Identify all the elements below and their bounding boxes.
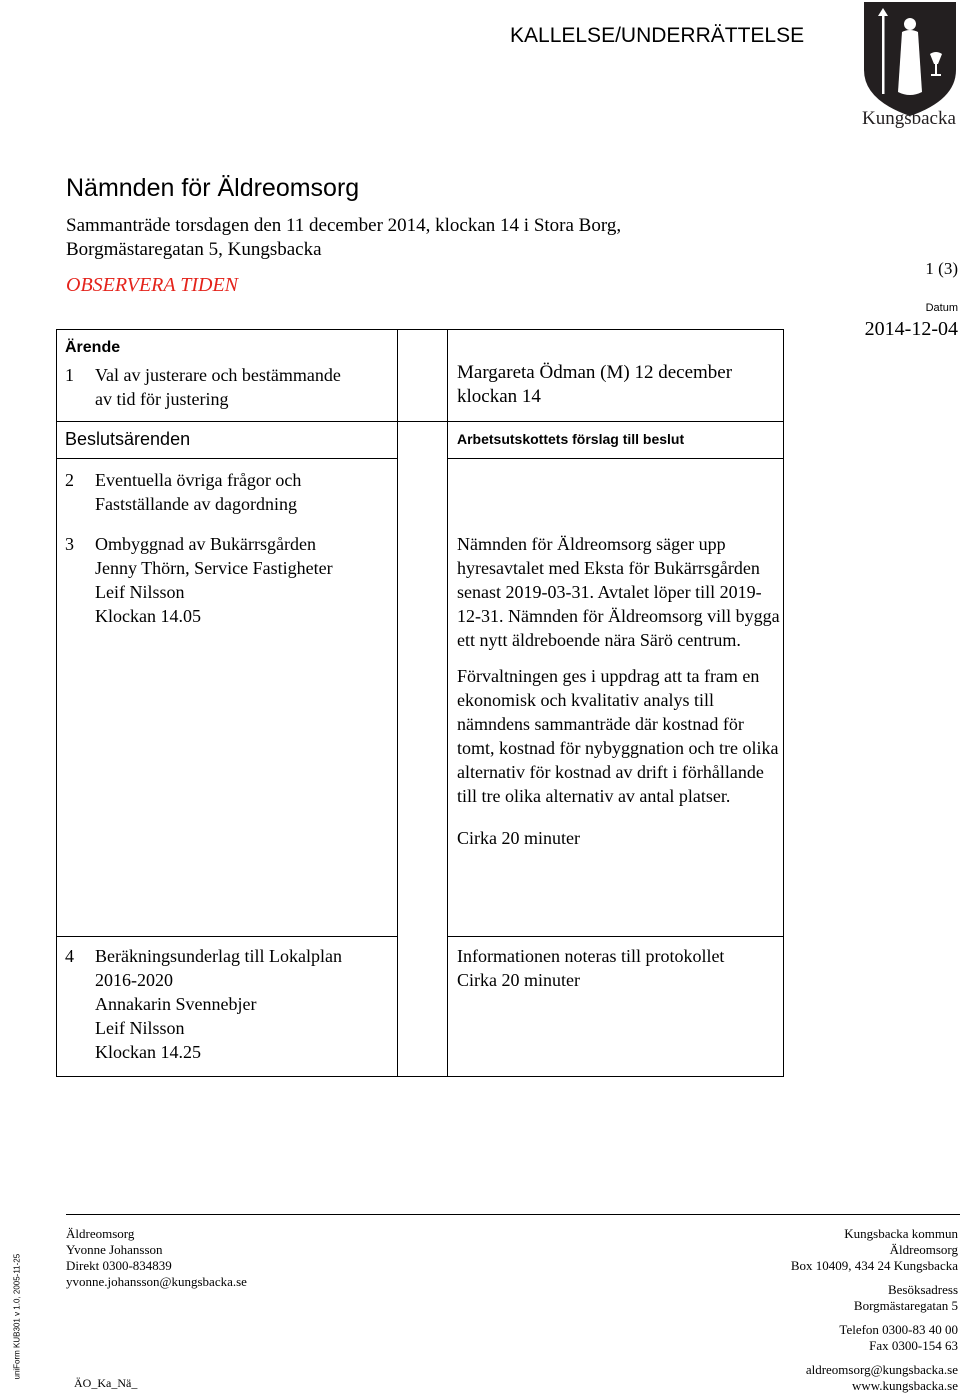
date-label: Datum (925, 302, 958, 314)
sender-name: Yvonne Johansson (66, 1242, 163, 1257)
agenda-item (65, 944, 385, 1064)
item-response (457, 361, 777, 409)
item-title-line: Leif Nilsson (95, 582, 185, 602)
response-paragraph: Förvaltningen ges i uppdrag att ta fram en ekonomisk och kvalitativ analys till nämndens sammanträde där kostnad för tomt, kostnad för nybyggnation och tre olika alternativ för kostnad av drift i förhållande till tre olika alternativ av antal platser. (457, 666, 779, 806)
item-response (457, 944, 782, 992)
agenda-column-header: Ärende (65, 339, 121, 356)
meeting-info-line: Borgmästaregatan 5, Kungsbacka (66, 239, 322, 260)
item-title-line: Jenny Thörn, Service Fastigheter (95, 558, 333, 578)
item-title-line: Klockan 14.05 (95, 606, 201, 626)
row-divider (57, 936, 397, 937)
sender-phone: Direkt 0300-834839 (66, 1258, 172, 1273)
response-paragraph: Nämnden för Äldreomsorg säger upp hyresavtalet med Eksta för Bukärrsgården senast 2019-03-31. Avtalet löper till 2019-12-31. Nämnden för Äldreomsorg vill bygga ett nytt äldreboende nära Särö centrum. (457, 534, 780, 650)
org-fax: Fax 0300-154 63 (869, 1338, 958, 1353)
item-title-line: Ombyggnad av Bukärrsgården (95, 534, 316, 554)
date-value: 2014-12-04 (864, 318, 958, 340)
committee-title: Nämnden för Äldreomsorg (66, 174, 360, 202)
sender-email: yvonne.johansson@kungsbacka.se (66, 1274, 247, 1289)
footer-divider (66, 1214, 960, 1215)
response-line: Margareta Ödman (M) 12 december (457, 362, 733, 383)
item-number: 2 (65, 470, 74, 490)
org-department: Äldreomsorg (889, 1242, 958, 1257)
response-line: Informationen noteras till protokollet (457, 946, 725, 966)
response-line: klockan 14 (457, 386, 541, 407)
meeting-info (66, 214, 726, 262)
logo-wordmark: Kungsbacka (862, 108, 956, 129)
reference-code: ÄO_Ka_Nä_ (74, 1376, 138, 1390)
item-number: 3 (65, 534, 74, 554)
org-postal-address: Box 10409, 434 24 Kungsbacka (790, 1258, 958, 1273)
item-title-line: Leif Nilsson (95, 1018, 185, 1038)
row-divider (57, 458, 397, 459)
org-email: aldreomsorg@kungsbacka.se (805, 1362, 958, 1377)
visit-address: Borgmästaregatan 5 (853, 1298, 958, 1313)
document-type: KALLELSE/UNDERRÄTTELSE (510, 24, 805, 47)
form-identifier: uniForm KUB301 v 1.0, 2005-11-25 (12, 1253, 22, 1380)
item-title-line: Eventuella övriga frågor och (95, 470, 302, 490)
sender-department: Äldreomsorg (66, 1226, 135, 1241)
organization-contact (791, 1226, 958, 1394)
item-title-line: Annakarin Svennebjer (95, 994, 257, 1014)
row-divider (57, 421, 783, 422)
item-title-line: Fastställande av dagordning (95, 494, 297, 514)
item-title-line: Val av justerare och bestämmande (95, 365, 341, 385)
proposal-header: Arbetsutskottets förslag till beslut (457, 431, 685, 447)
visit-address-label: Besöksadress (887, 1282, 958, 1297)
sender-contact (66, 1226, 247, 1290)
item-title-line: Beräkningsunderlag till Lokalplan (95, 946, 342, 966)
row-divider (447, 936, 783, 937)
decision-section-header: Beslutsärenden (65, 429, 191, 449)
response-duration: Cirka 20 minuter (457, 828, 580, 848)
org-name: Kungsbacka kommun (844, 1226, 958, 1241)
item-title-line: 2016-2020 (95, 970, 173, 990)
item-title-line: Klockan 14.25 (95, 1042, 201, 1062)
kungsbacka-logo (858, 0, 960, 132)
item-number: 4 (65, 946, 74, 966)
item-response (457, 532, 782, 862)
response-line: Cirka 20 minuter (457, 970, 580, 990)
meeting-info-line: Sammanträde torsdagen den 11 december 2014, klockan 14 i Stora Borg, (66, 215, 622, 236)
org-website: www.kungsbacka.se (851, 1378, 958, 1393)
agenda-item (65, 468, 385, 516)
org-phone: Telefon 0300-83 40 00 (839, 1322, 958, 1337)
agenda-item (65, 363, 385, 411)
item-title-line: av tid för justering (95, 389, 229, 409)
item-number: 1 (65, 365, 74, 385)
page-number: 1 (3) (925, 259, 958, 278)
agenda-table (56, 329, 784, 1077)
agenda-item (65, 532, 385, 628)
column-divider (447, 330, 448, 1076)
row-divider (447, 458, 783, 459)
time-notice: OBSERVERA TIDEN (66, 274, 239, 296)
